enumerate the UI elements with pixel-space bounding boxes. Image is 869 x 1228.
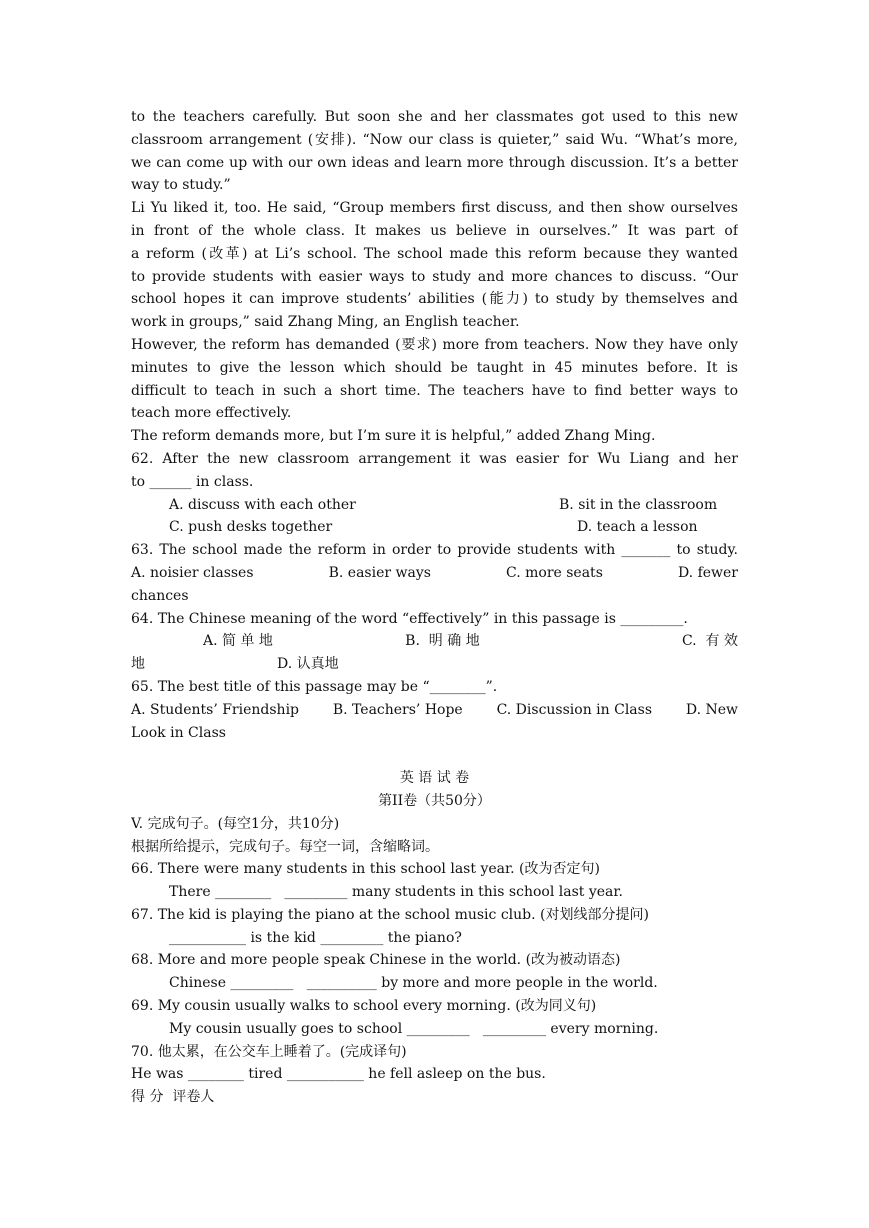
score-footer: 得 分 评卷人 [131,1089,215,1106]
option-c: C. push desks together [169,519,333,536]
question-65 [131,676,738,744]
question-stem: 62. After the new classroom arrangement it was easier for Wu Liang and her [131,450,738,467]
options-row [131,699,738,722]
option-a: A. Students’ Friendship [131,701,300,718]
item-answer: My cousin usually goes to school _________ _________ every morning. [169,1020,659,1037]
question-stem: 64. The Chinese meaning of the word “effectively” in this passage is _________. [131,610,688,627]
options-row [131,494,738,517]
item-answer: Chinese _________ __________ by more and more people in the world. [169,975,658,992]
instruction: 根据所给提示，完成句子。每空一词，含缩略词。 [131,838,439,855]
passage-line: work in groups,” said Zhang Ming, an English teacher. [131,314,520,331]
passage-line: way to study.” [131,177,231,194]
option-b: B. Teachers’ Hope [332,701,463,718]
passage-line: minutes to give the lesson which should be taught in 45 minutes before. It is [131,359,738,376]
item-answer: ___________ is the kid _________ the piano? [169,929,462,946]
item-question: 68. More and more people speak Chinese in the world. (改为被动语态) [131,952,621,969]
options-row [131,562,738,585]
passage-line: to the teachers carefully. But soon she and her classmates got used to this new [131,109,738,125]
passage-line: However, the reform has demanded (要求) more from teachers. Now they have only [131,336,738,353]
options-row [131,653,738,676]
passage-line: teach more effectively. [131,405,292,422]
question-stem: 65. The best title of this passage may be “________”. [131,678,498,695]
option-d: D. teach a lesson [577,519,698,536]
item-question: 67. The kid is playing the piano at the school music club. (对划线部分提问) [131,906,649,923]
passage-line: we can come up with our own ideas and learn more through discussion. It’s a better [131,154,738,171]
options-row [131,516,738,539]
options-row [131,630,738,653]
question-stem: to ______ in class. [131,473,254,490]
passage-line: in front of the whole class. It makes us believe in ourselves.” It was part of [131,222,738,239]
option-c: C. 有 效 [681,633,738,650]
passage-line: The reform demands more, but I’m sure it is helpful,” added Zhang Ming. [131,428,656,445]
option-a: A. noisier classes [131,564,254,581]
item-answer: There ________ _________ many students in this school last year. [169,884,623,901]
item-answer: He was ________ tired ___________ he fell asleep on the bus. [131,1066,546,1083]
section-subtitle: 第II卷（共50分） [378,792,491,809]
section-title: 英 语 试 卷 [399,770,470,787]
option-d: D. New [685,701,738,718]
passage-line: classroom arrangement (安排). “Now our class is quieter,” said Wu. “What’s more, [131,131,738,148]
passage-line: school hopes it can improve students’ abilities (能力) to study by themselves and [131,291,738,308]
passage-line: to provide students with easier ways to study and more chances to discuss. “Our [131,268,738,285]
passage [131,106,738,448]
item-question: 69. My cousin usually walks to school every morning. (改为同义句) [131,998,597,1015]
option-a: A. discuss with each other [169,496,356,513]
option-d: D. 认真地 [277,656,339,673]
option-b: B. 明 确 地 [405,633,480,650]
option-c-continued: 地 [131,656,145,673]
question-stem: 63. The school made the reform in order to provide students with _______ to study. [131,542,738,559]
option-d: D. fewer [677,564,738,581]
option-c: C. more seats [506,564,603,581]
option-d-continued: chances [131,587,189,604]
section-gap [131,744,738,767]
question-62 [131,448,738,539]
option-b: B. easier ways [328,564,431,581]
option-c: C. Discussion in Class [496,701,653,718]
part-title: V. 完成句子。(每空1分，共10分) [131,815,340,832]
option-a: A. 简 单 地 [203,633,273,650]
passage-line: a reform (改革) at Li’s school. The school made this reform because they wanted [131,245,738,262]
item-question: 66. There were many students in this school last year. (改为否定句) [131,861,600,878]
passage-line: Li Yu liked it, too. He said, “Group members first discuss, and then show ourselves [131,200,738,217]
question-64 [131,608,738,676]
section-2 [131,767,738,1109]
item-question: 70. 他太累，在公交车上睡着了。(完成译句) [131,1043,407,1060]
exam-page [131,106,738,1109]
passage-line: difficult to teach in such a short time. The teachers have to find better ways to [131,382,738,399]
option-d-continued: Look in Class [131,724,226,741]
option-b: B. sit in the classroom [559,496,718,513]
question-63 [131,539,738,607]
